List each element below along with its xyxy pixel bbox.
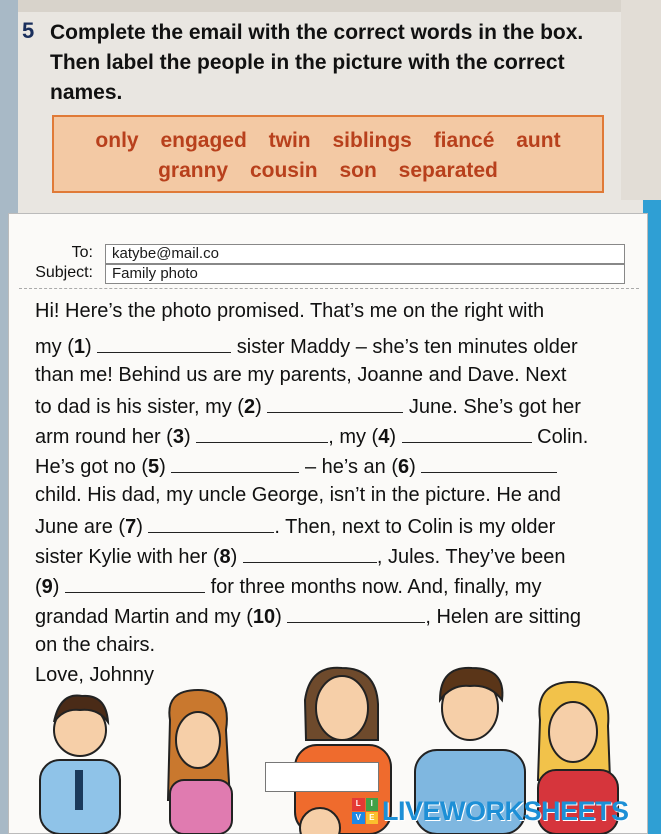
email-text: grandad Martin and my ( bbox=[35, 606, 253, 628]
email-text: on the chairs. bbox=[35, 634, 156, 656]
email-text: child. His dad, my uncle George, isn’t in the picture. He and bbox=[35, 484, 561, 506]
word-option: engaged bbox=[160, 129, 247, 152]
word-option: cousin bbox=[249, 159, 318, 182]
instruction-line: Then label the people in the picture with the correct bbox=[50, 51, 565, 74]
gap-number: 4 bbox=[378, 426, 390, 448]
email-text: for three months now. And, finally, my bbox=[205, 576, 542, 598]
logo-letter: I bbox=[366, 798, 379, 811]
liveworksheets-brand: LIVEWORKSHEETS bbox=[382, 795, 629, 826]
email-text: ) bbox=[409, 456, 416, 478]
word-option: fiancé bbox=[433, 129, 495, 152]
email-line bbox=[35, 364, 566, 387]
liveworksheets-icon bbox=[352, 798, 378, 824]
email-line bbox=[35, 424, 588, 449]
gap-number: 7 bbox=[125, 516, 137, 538]
email-text: Love, Johnny bbox=[35, 664, 154, 686]
email-line bbox=[35, 604, 581, 629]
email-text: ) bbox=[389, 426, 396, 448]
email-text: ( bbox=[35, 576, 42, 598]
email-text: – he’s an ( bbox=[299, 456, 398, 478]
exercise-instructions bbox=[50, 18, 630, 108]
email-text: sister Maddy – she’s ten minutes older bbox=[231, 336, 578, 358]
answer-gap-9[interactable] bbox=[65, 574, 205, 593]
email-line bbox=[35, 300, 544, 323]
email-line bbox=[35, 634, 155, 657]
gap-number: 10 bbox=[252, 606, 276, 628]
email-text: He’s got no ( bbox=[35, 456, 149, 478]
person-boy-left bbox=[40, 696, 120, 834]
exercise-number: 5 bbox=[22, 18, 35, 43]
email-text: ) bbox=[85, 336, 92, 358]
email-text: ) bbox=[255, 396, 262, 418]
answer-gap-5[interactable] bbox=[171, 454, 299, 473]
answer-gap-4[interactable] bbox=[402, 424, 532, 443]
email-line bbox=[35, 574, 542, 599]
gap-number: 9 bbox=[41, 576, 53, 598]
email-text: arm round her ( bbox=[35, 426, 173, 448]
word-box-row bbox=[54, 129, 602, 153]
subject-field: Family photo bbox=[105, 264, 625, 284]
email-line bbox=[35, 394, 581, 419]
gap-number: 5 bbox=[148, 456, 160, 478]
logo-letter: L bbox=[352, 798, 365, 811]
to-field: katybe@mail.co bbox=[105, 244, 625, 264]
logo-letter: V bbox=[352, 812, 365, 825]
email-text: June are ( bbox=[35, 516, 126, 538]
gap-number: 8 bbox=[219, 546, 231, 568]
email-text: ) bbox=[183, 426, 191, 448]
email-text: , my ( bbox=[328, 426, 379, 448]
gap-number: 1 bbox=[73, 336, 86, 358]
email-text: June. She’s got her bbox=[403, 396, 581, 418]
to-label: To: bbox=[71, 244, 93, 261]
instruction-line: Complete the email with the correct words in the box. bbox=[50, 21, 584, 44]
word-option: twin bbox=[268, 129, 311, 152]
word-option: only bbox=[95, 129, 139, 152]
word-option: siblings bbox=[332, 129, 412, 152]
email-text: my ( bbox=[35, 336, 74, 358]
word-option: granny bbox=[158, 159, 229, 182]
answer-gap-8[interactable] bbox=[243, 544, 377, 563]
email-text: ) bbox=[230, 546, 238, 568]
email-text: Colin. bbox=[531, 426, 589, 448]
word-option: separated bbox=[398, 159, 498, 182]
email-line bbox=[35, 454, 557, 479]
email-line bbox=[35, 514, 555, 539]
answer-gap-2[interactable] bbox=[267, 394, 403, 413]
gap-number: 3 bbox=[172, 426, 184, 448]
email-text: , Helen are sitting bbox=[425, 606, 582, 628]
email-text: Hi! Here’s the photo promised. That’s me on the right with bbox=[35, 300, 545, 322]
answer-gap-1[interactable] bbox=[97, 334, 231, 353]
email-line bbox=[35, 334, 578, 359]
email-text: ) bbox=[136, 516, 143, 538]
answer-gap-6[interactable] bbox=[421, 454, 557, 473]
email-text: ) bbox=[52, 576, 60, 598]
word-option: son bbox=[339, 159, 377, 182]
email-text: to dad is his sister, my ( bbox=[35, 396, 244, 418]
header-divider bbox=[19, 288, 639, 289]
answer-gap-10[interactable] bbox=[287, 604, 425, 623]
liveworksheets-logo bbox=[352, 794, 629, 828]
email-text: , Jules. They’ve been bbox=[376, 546, 566, 568]
name-label-input[interactable] bbox=[265, 762, 379, 792]
answer-gap-3[interactable] bbox=[196, 424, 328, 443]
email-line bbox=[35, 544, 566, 569]
person-woman bbox=[168, 690, 232, 834]
email-text: sister Kylie with her ( bbox=[35, 546, 220, 568]
email-text: than me! Behind us are my parents, Joanne and Dave. Next bbox=[35, 364, 567, 386]
email-text: ) bbox=[159, 456, 166, 478]
word-option: aunt bbox=[516, 129, 561, 152]
email-text: ) bbox=[275, 606, 282, 628]
gap-number: 6 bbox=[397, 456, 410, 478]
subject-label: Subject: bbox=[35, 264, 93, 281]
answer-gap-7[interactable] bbox=[148, 514, 274, 533]
word-box-row bbox=[54, 159, 602, 183]
background-strip-top bbox=[0, 0, 661, 12]
email-text: . Then, next to Colin is my older bbox=[274, 516, 556, 538]
logo-letter: E bbox=[366, 812, 379, 825]
word-box bbox=[52, 115, 604, 193]
instruction-line: names. bbox=[50, 81, 123, 104]
email-line bbox=[35, 484, 561, 507]
gap-number: 2 bbox=[243, 396, 256, 418]
